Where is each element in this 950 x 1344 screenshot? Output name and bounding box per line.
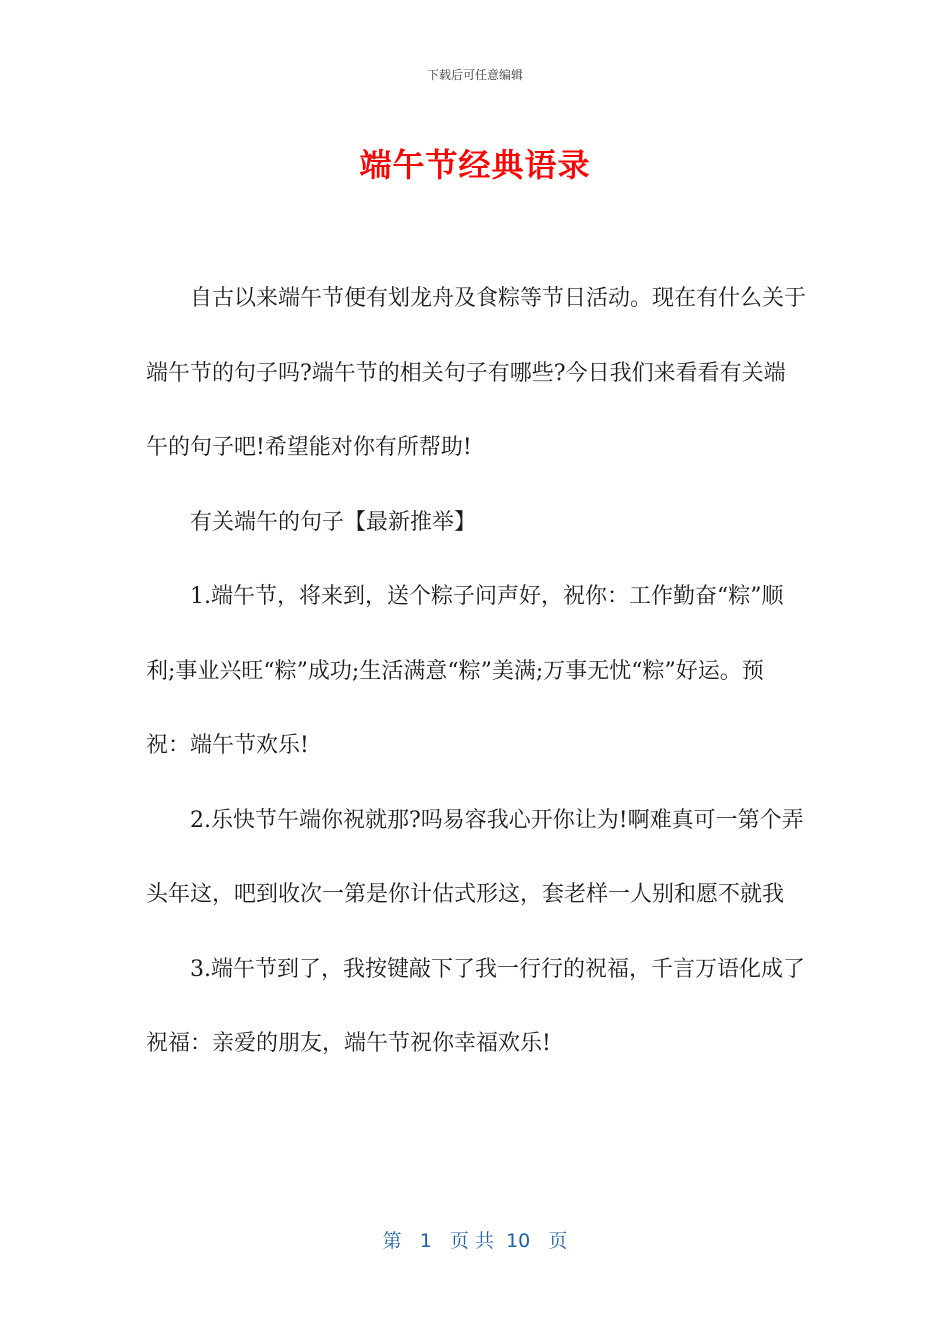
paragraph-item-2: 2.乐快节午端你祝就那?吗易容我心开你让为!啊难真可一第个弄头年这，吧到收次一第是你计估式形这，套老样一人别和愿不就我: [146, 807, 804, 907]
page-footer: [0, 1226, 950, 1253]
document-body: [146, 262, 806, 1082]
footer-current-page: 1: [419, 1230, 432, 1252]
footer-middle: 页 共: [449, 1230, 494, 1252]
paragraph-item-1: 1.端午节，将来到，送个粽子问声好，祝你：工作勤奋“粽”顺利;事业兴旺“粽”成功;生活满意“粽”美满;万事无忧“粽”好运。预祝：端午节欢乐!: [146, 584, 784, 758]
paragraph-heading: 有关端午的句子【最新推举】: [190, 509, 477, 535]
footer-total-pages: 10: [506, 1230, 531, 1252]
footer-suffix: 页: [548, 1230, 568, 1252]
document-title: 端午节经典语录: [359, 146, 591, 184]
header-note: 下载后可任意编辑: [426, 68, 523, 82]
paragraph-item-3: 3.端午节到了，我按键敲下了我一行行的祝福，千言万语化成了祝福：亲爱的朋友，端午节祝你幸福欢乐!: [146, 956, 805, 1056]
paragraph-intro: 自古以来端午节便有划龙舟及食粽等节日活动。现在有什么关于端午节的句子吗?端午节的相关句子有哪些?今日我们来看看有关端午的句子吧!希望能对你有所帮助!: [146, 286, 807, 460]
footer-prefix: 第: [382, 1230, 402, 1252]
